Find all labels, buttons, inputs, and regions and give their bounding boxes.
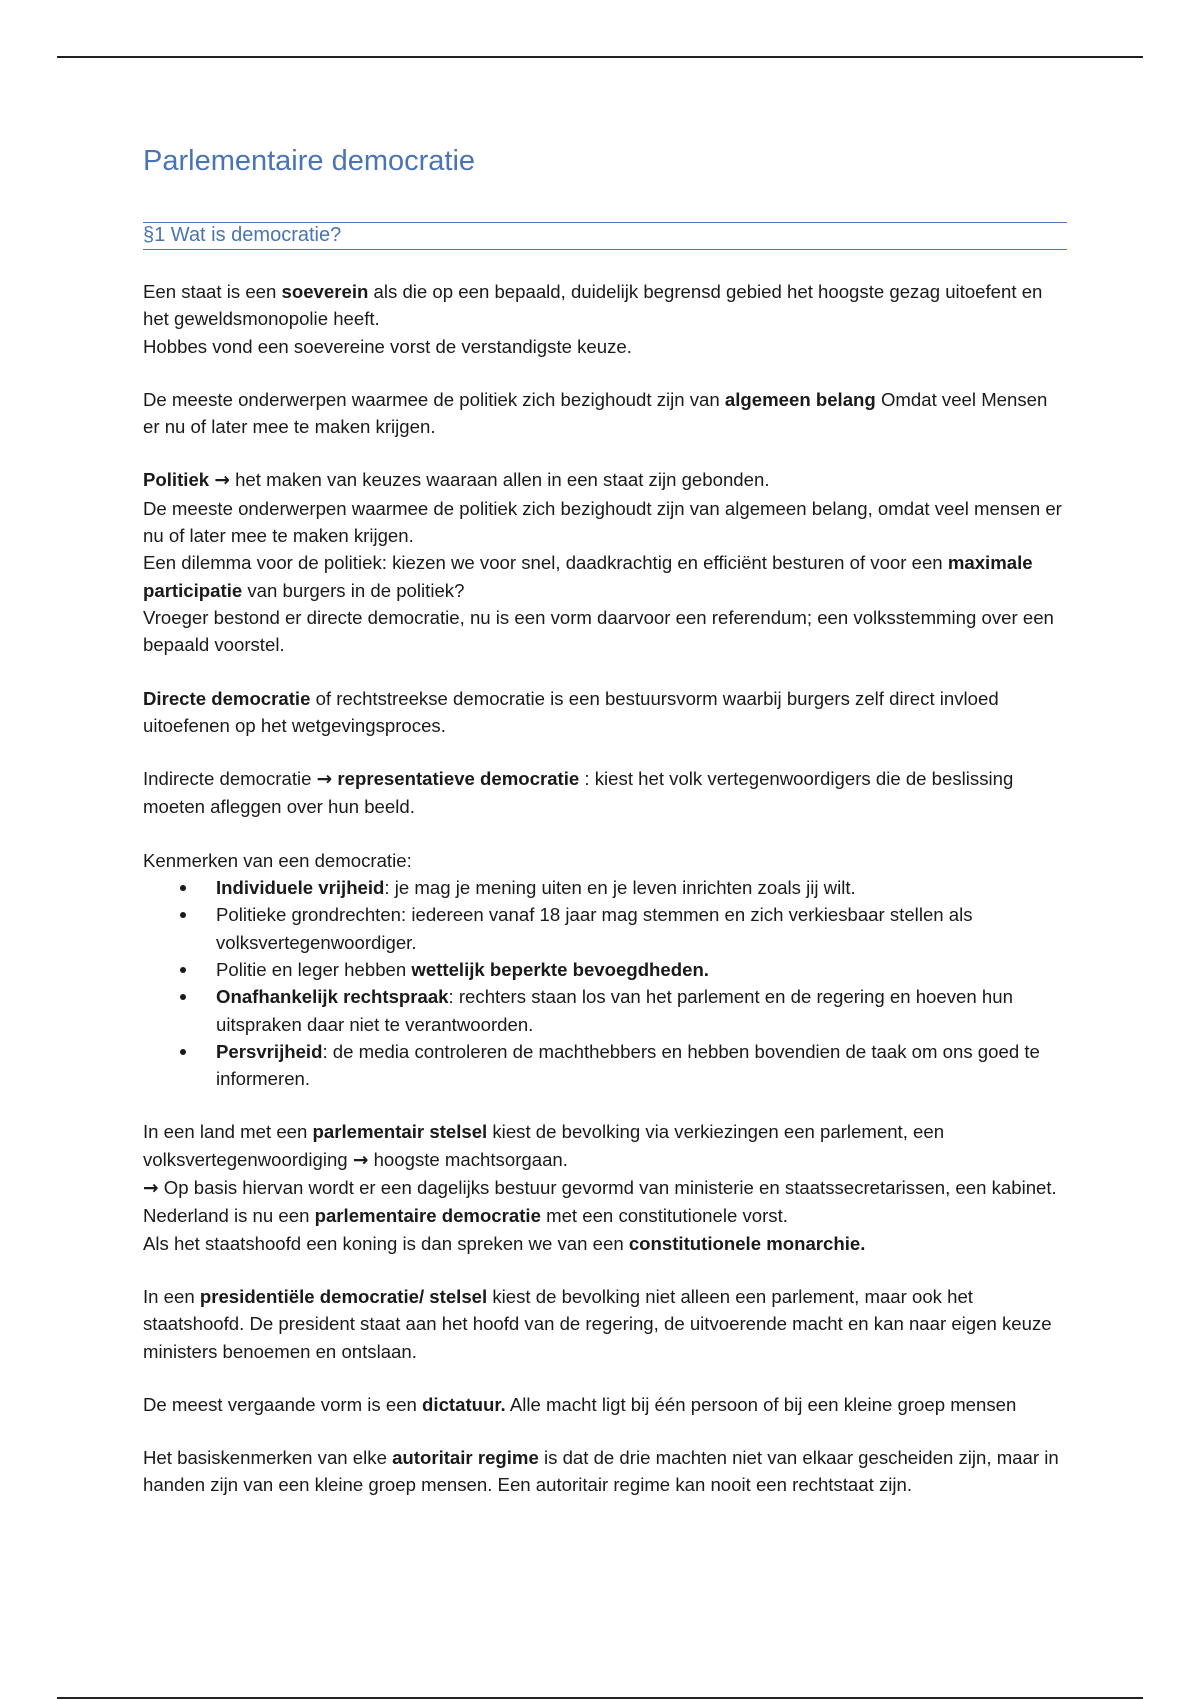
paragraph-politiek <box>143 466 1067 658</box>
paragraph-indirecte-democratie <box>143 765 1067 821</box>
term-directe-democratie: Directe democratie <box>143 687 311 709</box>
text: Een staat is een <box>143 281 282 302</box>
list-item <box>216 901 1067 956</box>
text: hoogste machtsorgaan. <box>368 1148 568 1170</box>
list-item <box>216 1038 1067 1093</box>
text: De meest vergaande vorm is een <box>143 1393 423 1415</box>
text: Politieke grondrechten: iedereen vanaf 18 jaar mag stemmen en zich verkiesbaar stellen als volksvertegenwoordiger. <box>216 904 973 953</box>
text: Alle macht ligt bij één persoon of bij een kleine groep mensen <box>505 1393 1017 1415</box>
paragraph-presidentiele-democratie <box>143 1283 1067 1365</box>
text: is dat de drie machten niet van elkaar gescheiden zijn, maar in handen zijn van een kleine groep mensen. Een autoritair regime kan nooit een rechtstaat zijn. <box>143 1447 1059 1496</box>
term-dictatuur: dictatuur. <box>422 1393 506 1415</box>
paragraph-autoritair-regime <box>143 1444 1067 1499</box>
text: : rechters staan los van het parlement en de regering en hoeven hun uitspraken daar niet te verantwoorden. <box>216 986 1013 1035</box>
text: Op basis hiervan wordt er een dagelijks bestuur gevormd van ministerie en staatssecretarissen, een kabinet. <box>158 1177 1057 1199</box>
text: De meeste onderwerpen waarmee de politiek zich bezighoudt zijn van algemeen belang, omdat veel mensen er nu of later mee te maken krijgen. <box>143 497 1062 547</box>
text: of rechtstreekse democratie is een bestuursvorm waarbij burgers zelf direct invloed uitoefenen op het wetgevingsproces. <box>143 687 999 736</box>
term-constitutionele-monarchie: constitutionele monarchie. <box>628 1232 866 1254</box>
text: met een constitutionele vorst. <box>540 1205 788 1227</box>
term-politiek: Politiek <box>143 469 210 491</box>
term-presidentiele-democratie: presidentiële democratie/ stelsel <box>199 1285 488 1307</box>
arrow-right-icon: → <box>316 769 333 791</box>
document-body <box>143 278 1067 1525</box>
list-item <box>216 874 1067 901</box>
list-item <box>216 983 1067 1038</box>
header-rule <box>57 56 1143 58</box>
text: Indirecte democratie <box>143 768 317 790</box>
text: Als het staatshoofd een koning is dan spreken we van een <box>143 1232 629 1254</box>
term-algemeen-belang: algemeen belang <box>724 388 876 410</box>
arrow-right-icon: → <box>352 1149 369 1171</box>
text: : je mag je mening uiten en je leven inrichten zoals jij wilt. <box>384 877 856 899</box>
text: kiest de bevolking via verkiezingen een parlement, een volksvertegenwoordiging <box>143 1121 945 1170</box>
text: Een dilemma voor de politiek: kiezen we voor snel, daadkrachtig en efficiënt besturen of voor een <box>143 552 948 574</box>
term-maximale-participatie: maximale participatie <box>143 552 1033 601</box>
term: Onafhankelijk rechtspraak <box>216 986 449 1008</box>
term-parlementair-stelsel: parlementair stelsel <box>312 1121 488 1143</box>
paragraph-directe-democratie <box>143 685 1067 740</box>
text: als die op een bepaald, duidelijk begrensd gebied het hoogste gezag uitoefent en het geweldsmonopolie heeft. <box>143 281 1043 330</box>
text: : de media controleren de machthebbers en hebben bovendien de taak om ons goed te informeren. <box>216 1040 1040 1090</box>
arrow-right-icon: → <box>143 1178 159 1200</box>
term: Persvrijheid <box>216 1040 323 1062</box>
term-autoritair-regime: autoritair regime <box>392 1447 539 1469</box>
arrow-right-icon: → <box>214 470 230 492</box>
text: : kiest het volk vertegenwoordigers die de beslissing moeten afleggen over hun beeld. <box>143 768 1014 818</box>
text: In een land met een <box>143 1121 313 1143</box>
footer-rule <box>57 1697 1143 1699</box>
term-parlementaire-democratie: parlementaire democratie <box>314 1205 541 1227</box>
paragraph-algemeen-belang <box>143 386 1067 441</box>
text: van burgers in de politiek? <box>242 579 465 601</box>
paragraph-parlementair-stelsel <box>143 1118 1067 1256</box>
term: wettelijk beperkte bevoegdheden. <box>411 958 709 980</box>
text: het maken van keuzes waaraan allen in een staat zijn gebonden. <box>229 469 770 491</box>
text: Politie en leger hebben <box>216 958 412 980</box>
section-heading: §1 Wat is democratie? <box>143 222 1067 250</box>
kenmerken-intro: Kenmerken van een democratie: <box>143 849 412 871</box>
page-title: Parlementaire democratie <box>143 145 476 177</box>
kenmerken-list <box>143 874 1067 1092</box>
text: Hobbes vond een soevereine vorst de verstandigste keuze. <box>143 335 632 357</box>
list-item <box>216 956 1067 983</box>
text: Nederland is nu een <box>143 1205 315 1227</box>
term: Individuele vrijheid <box>216 877 385 899</box>
term-soeverein: soeverein <box>281 281 369 302</box>
paragraph-dictatuur <box>143 1391 1067 1418</box>
text: kiest de bevolking niet alleen een parlement, maar ook het staatshoofd. De president staat aan het hoofd van de regering, de uitvoerende macht en kan naar eigen keuze ministers benoemen en ontslaan. <box>143 1285 1052 1362</box>
text: In een <box>143 1285 200 1307</box>
text: Omdat veel Mensen er nu of later mee te maken krijgen. <box>143 388 1048 438</box>
text: De meeste onderwerpen waarmee de politiek zich bezighoudt zijn van <box>143 388 725 410</box>
paragraph-soevereiniteit <box>143 278 1067 360</box>
term-representatieve-democratie: representatieve democratie <box>337 768 580 790</box>
text: Het basiskenmerken van elke <box>143 1447 393 1469</box>
text: Vroeger bestond er directe democratie, nu is een vorm daarvoor een referendum; een volksstemming over een bepaald voorstel. <box>143 606 1054 656</box>
